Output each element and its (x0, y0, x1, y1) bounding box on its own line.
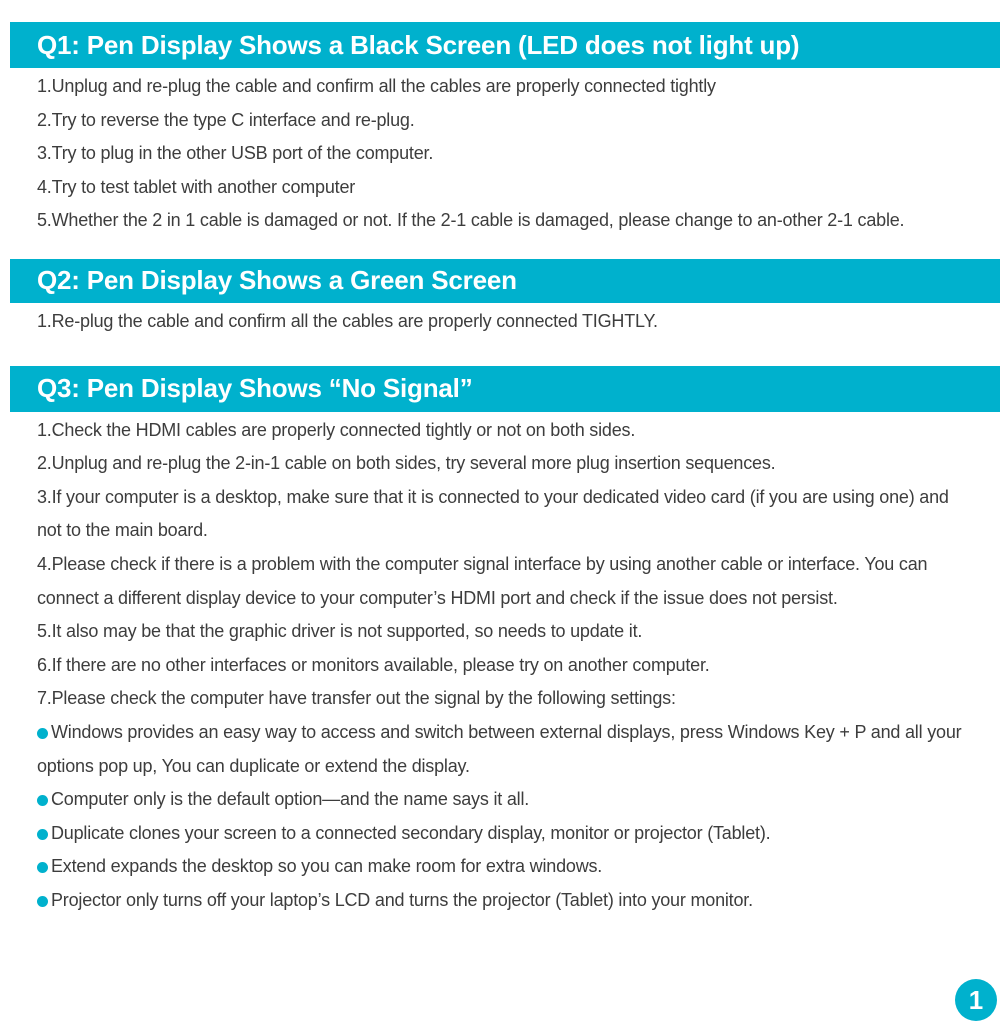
faq-item-text: 7.Please check the computer have transfer out the signal by the following settings: (37, 688, 676, 709)
faq-item-text: 5.It also may be that the graphic driver is not supported, so needs to update it. (37, 621, 643, 642)
section-header-q3 (10, 366, 1000, 412)
faq-item (37, 716, 972, 783)
faq-item-text: 1.Unplug and re-plug the cable and confirm all the cables are properly connected tightly (37, 76, 716, 96)
faq-item-text: Extend expands the desktop so you can make room for extra windows. (51, 856, 603, 877)
faq-item (37, 70, 972, 104)
faq-item (37, 137, 972, 171)
section-title-q3: Q3: Pen Display Shows “No Signal” (37, 373, 473, 404)
faq-item-text: 3.Try to plug in the other USB port of the computer. (37, 143, 434, 164)
bullet-icon (37, 728, 48, 739)
faq-item-text: 3.If your computer is a desktop, make sure that it is connected to your dedicated video card (if you are using one) and not to the main board. (37, 486, 949, 541)
faq-item-text: Windows provides an easy way to access and switch between external displays, press Windows Key + P and all your options pop up, You can duplicate or extend the display. (37, 721, 962, 776)
faq-item-text: 2.Try to reverse the type C interface and re-plug. (37, 109, 415, 130)
section-title-q1: Q1: Pen Display Shows a Black Screen (LED does not light up) (37, 29, 800, 60)
faq-item-text: 6.If there are no other interfaces or monitors available, please try on another computer. (37, 654, 710, 675)
section-header-q2 (10, 259, 1000, 303)
faq-item (37, 783, 972, 817)
bullet-icon (37, 829, 48, 840)
section-header-q1 (10, 22, 1000, 68)
section-body-q3 (0, 412, 1000, 918)
faq-item (37, 682, 972, 716)
bullet-icon (37, 896, 48, 907)
faq-item-text: 5.Whether the 2 in 1 cable is damaged or not. If the 2-1 cable is damaged, please change to an-other 2-1 cable. (37, 210, 905, 231)
faq-section-q3 (0, 366, 1000, 918)
faq-item (37, 171, 972, 205)
faq-item (37, 548, 972, 615)
faq-item (37, 817, 972, 851)
faq-item (37, 305, 972, 339)
faq-section-q2 (0, 259, 1000, 339)
page-number-badge: 1 (955, 979, 997, 1021)
faq-item (37, 649, 972, 683)
faq-item (37, 204, 972, 238)
faq-item-text: 4.Please check if there is a problem with the computer signal interface by using another cable or interface. You can connect a different display device to your computer’s HDMI port and check if the issue does not persist. (37, 553, 928, 608)
faq-item (37, 481, 972, 548)
section-body-q1 (0, 68, 1000, 238)
faq-item-text: 2.Unplug and re-plug the 2-in-1 cable on both sides, try several more plug insertion sequences. (37, 453, 776, 474)
faq-item (37, 104, 972, 138)
faq-item-text: 4.Try to test tablet with another computer (37, 176, 356, 197)
faq-page (0, 22, 1000, 1015)
faq-item-text: Duplicate clones your screen to a connected secondary display, monitor or projector (Tablet). (51, 822, 771, 843)
faq-item-text: 1.Check the HDMI cables are properly connected tightly or not on both sides. (37, 419, 636, 440)
bullet-icon (37, 862, 48, 873)
faq-item (37, 884, 972, 918)
section-title-q2: Q2: Pen Display Shows a Green Screen (37, 265, 517, 296)
faq-item-text: Computer only is the default option—and the name says it all. (51, 789, 530, 810)
faq-item-text: Projector only turns off your laptop’s LCD and turns the projector (Tablet) into your monitor. (51, 889, 753, 910)
faq-item-text: 1.Re-plug the cable and confirm all the cables are properly connected TIGHTLY. (37, 310, 658, 331)
faq-section-q1 (0, 22, 1000, 238)
bullet-icon (37, 795, 48, 806)
faq-item (37, 447, 972, 481)
faq-item (37, 615, 972, 649)
faq-item (37, 850, 972, 884)
section-body-q2 (0, 303, 1000, 339)
faq-item (37, 414, 972, 448)
